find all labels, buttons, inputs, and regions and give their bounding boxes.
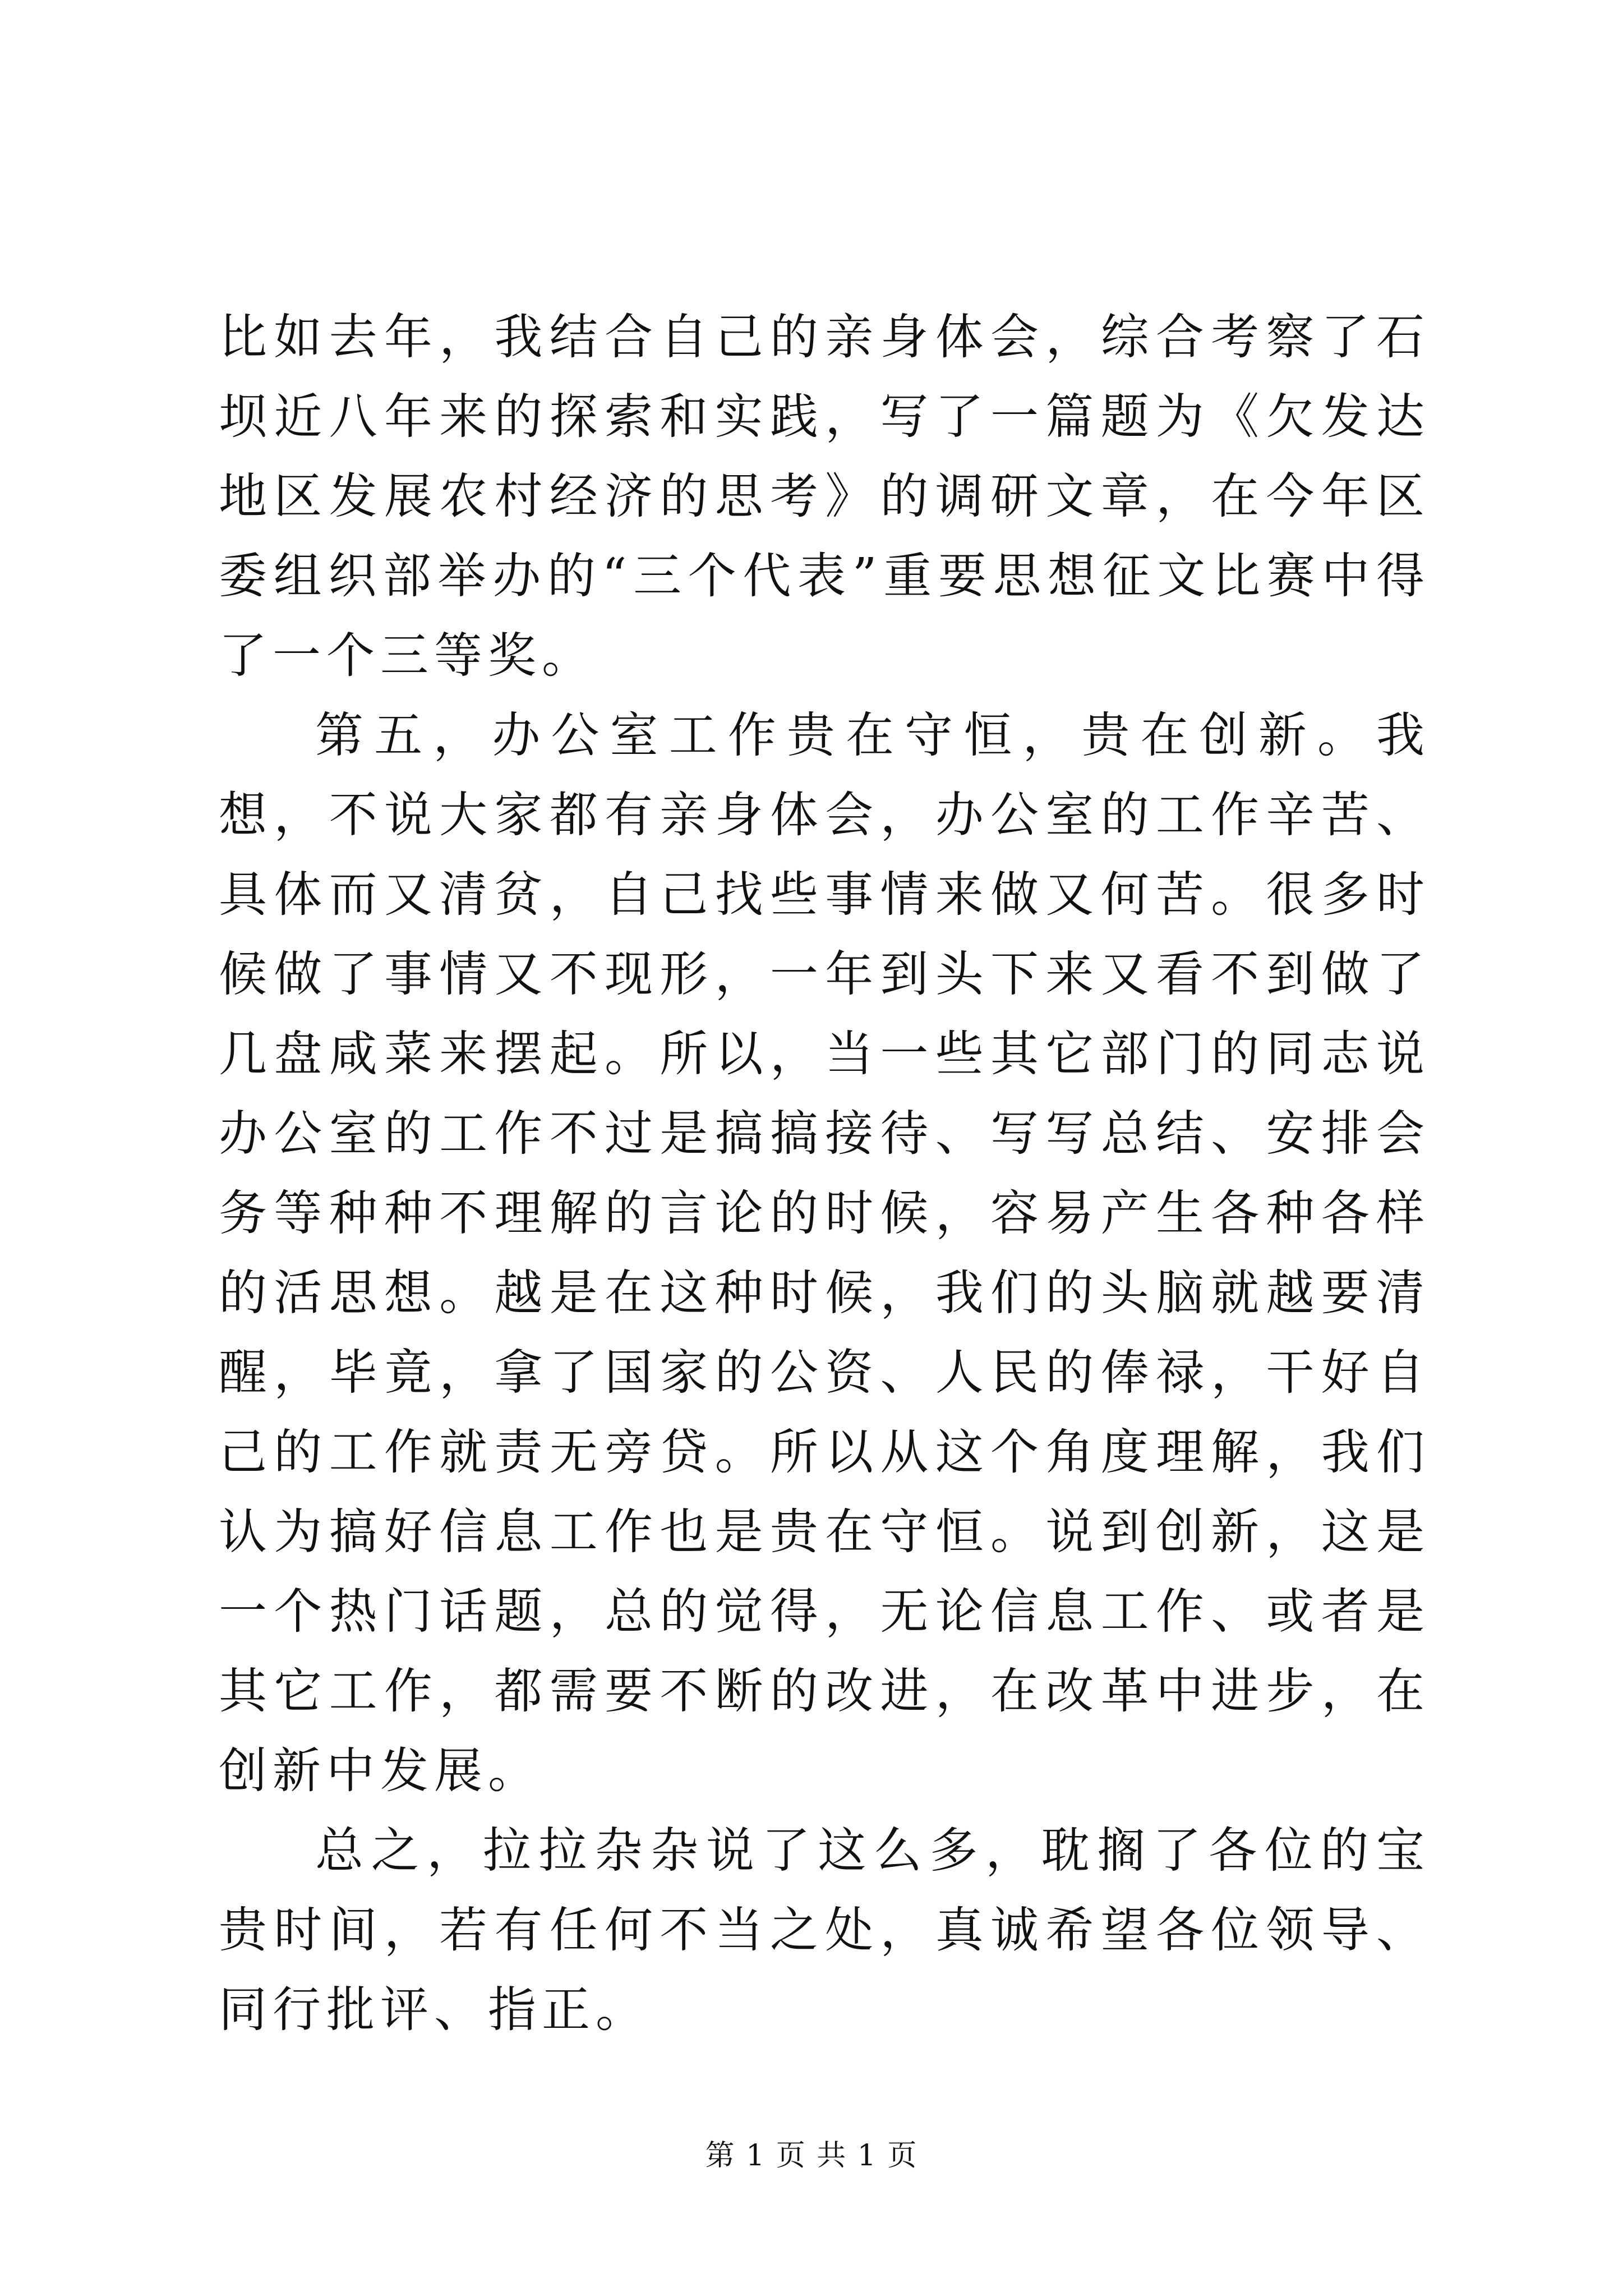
paragraph-conclusion: 总之，拉拉杂杂说了这么多，耽搁了各位的宝贵时间，若有任何不当之处，真诚希望各位领导、同行批评、指正。 (219, 1823, 1430, 2038)
page-footer: 第 1 页 共 1 页 (705, 2139, 918, 2173)
document-body (219, 297, 1430, 2050)
paragraph-continuation: 比如去年，我结合自己的亲身体会，综合考察了石坝近八年来的探索和实践，写了一篇题为《欠发达地区发展农村经济的思考》的调研文章，在今年区委组织部举办的“三个代表”重要思想征文比赛中得了一个三等奖。 (219, 309, 1430, 684)
paragraph-fifth-point: 第五，办公室工作贵在守恒，贵在创新。我想，不说大家都有亲身体会，办公室的工作辛苦、具体而又清贫，自己找些事情来做又何苦。很多时候做了事情又不现形，一年到头下来又看不到做了几盘咸菜来摆起。所以，当一些其它部门的同志说办公室的工作不过是搞搞接待、写写总结、安排会务等种种不理解的言论的时候，容易产生各种各样的活思想。越是在这种时候，我们的头脑就越要清醒，毕竟，拿了国家的公资、人民的俸禄，干好自己的工作就责无旁贷。所以从这个角度理解，我们认为搞好信息工作也是贵在守恒。说到创新，这是一个热门话题，总的觉得，无论信息工作、或者是其它工作，都需要不断的改进，在改革中进步，在创新中发展。 (219, 707, 1430, 1799)
